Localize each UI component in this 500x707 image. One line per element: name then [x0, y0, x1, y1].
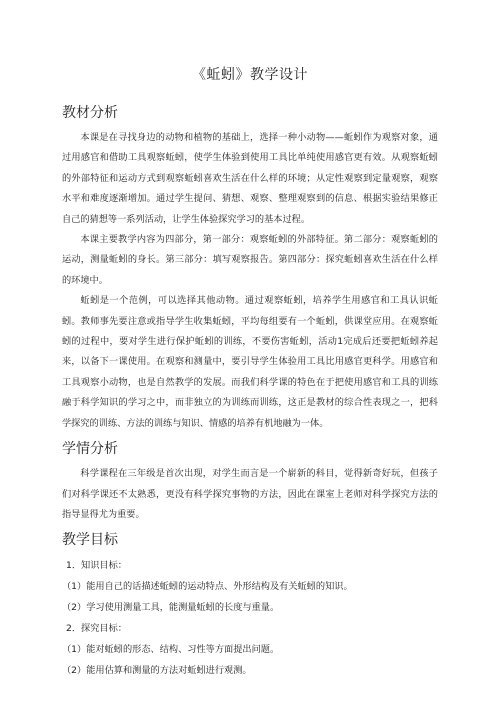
section-heading-students: 学情分析: [62, 441, 118, 458]
paragraph: 科学课程在三年级是首次出现，对学生而言是一个崭新的科目，觉得新奇好玩，但孩子们对科学课还不太熟悉，更没有科学探究事物的方法，因此在课室上老师对科学探究方法的指导显得尤为重要。: [62, 468, 438, 520]
section-heading-materials: 教材分析: [62, 105, 118, 121]
goals-list: [62, 555, 438, 681]
goal-list-item: （2）能用估算和测量的方法对蚯蚓进行观测。: [62, 665, 252, 677]
section-goals: [62, 531, 438, 681]
goal-list-item: （2）学习使用测量工具，能测量蚯蚓的长度与重量。: [62, 602, 280, 614]
paragraph: 本课是在寻找身边的动物和植物的基础上，选择一种小动物——蚯蚓作为观察对象，通过用感官和借助工具观察蚯蚓，使学生体验到使用工具比单纯使用感官更有效。从观察蚯蚓的外部特征和运动方式到观察蚯蚓喜欢生活在什么样的环境；从定性观察到定量观察，观察水平和难度逐渐增加。通过学生提问、猜想、观察、整理观察到的信息、根据实验结果修正自己的猜想等一系列活动，让学生体验探究学习的基本过程。: [62, 132, 438, 225]
paragraph: 蚯蚓是一个范例，可以选择其他动物。通过观察蚯蚓，培养学生用感官和工具认识蚯蚓。教师事先要注意或指导学生收集蚯蚓，平均每组要有一个蚯蚓，供课堂应用。在观察蚯蚓的过程中，要对学生进行保护蚯蚓的训练，不要伤害蚯蚓，活动1完成后还要把蚯蚓养起来，以备下一课使用。在观察和测量中，要引导学生体验用工具比用感官更科学。用感官和工具观察小动物，也是自然教学的发展。而我们科学课的特色在于把使用感官和工具的训练融于科学知识的学习之中，而非独立的为训练而训练，这正是教材的综合性表现之一，把科学探究的训练、方法的训练与知识、情感的培养有机地融为一体。: [62, 295, 438, 429]
goal-list-item: （1）能对蚯蚓的形态、结构、习性等方面提出问题。: [62, 644, 280, 656]
section-materials: [62, 104, 438, 434]
section-heading-goals: 教学目标: [62, 532, 118, 549]
document-title: 《蚯蚓》教学设计: [192, 67, 308, 83]
goal-list-item: 1．知识目标：: [66, 560, 127, 572]
paragraph: 本课主要教学内容为四部分，第一部分：观察蚯蚓的外部特征。第二部分：观察蚯蚓的运动，测量蚯蚓的身长。第三部分：填写观察报告。第四部分：探究蚯蚓喜欢生活在什么样的环境中。: [62, 234, 438, 286]
goal-list-item: （1）能用自己的话描述蚯蚓的运动特点、外形结构及有关蚯蚓的知识。: [62, 581, 353, 593]
section-students: [62, 440, 438, 525]
goal-list-item: 2．探究目标：: [66, 623, 127, 635]
